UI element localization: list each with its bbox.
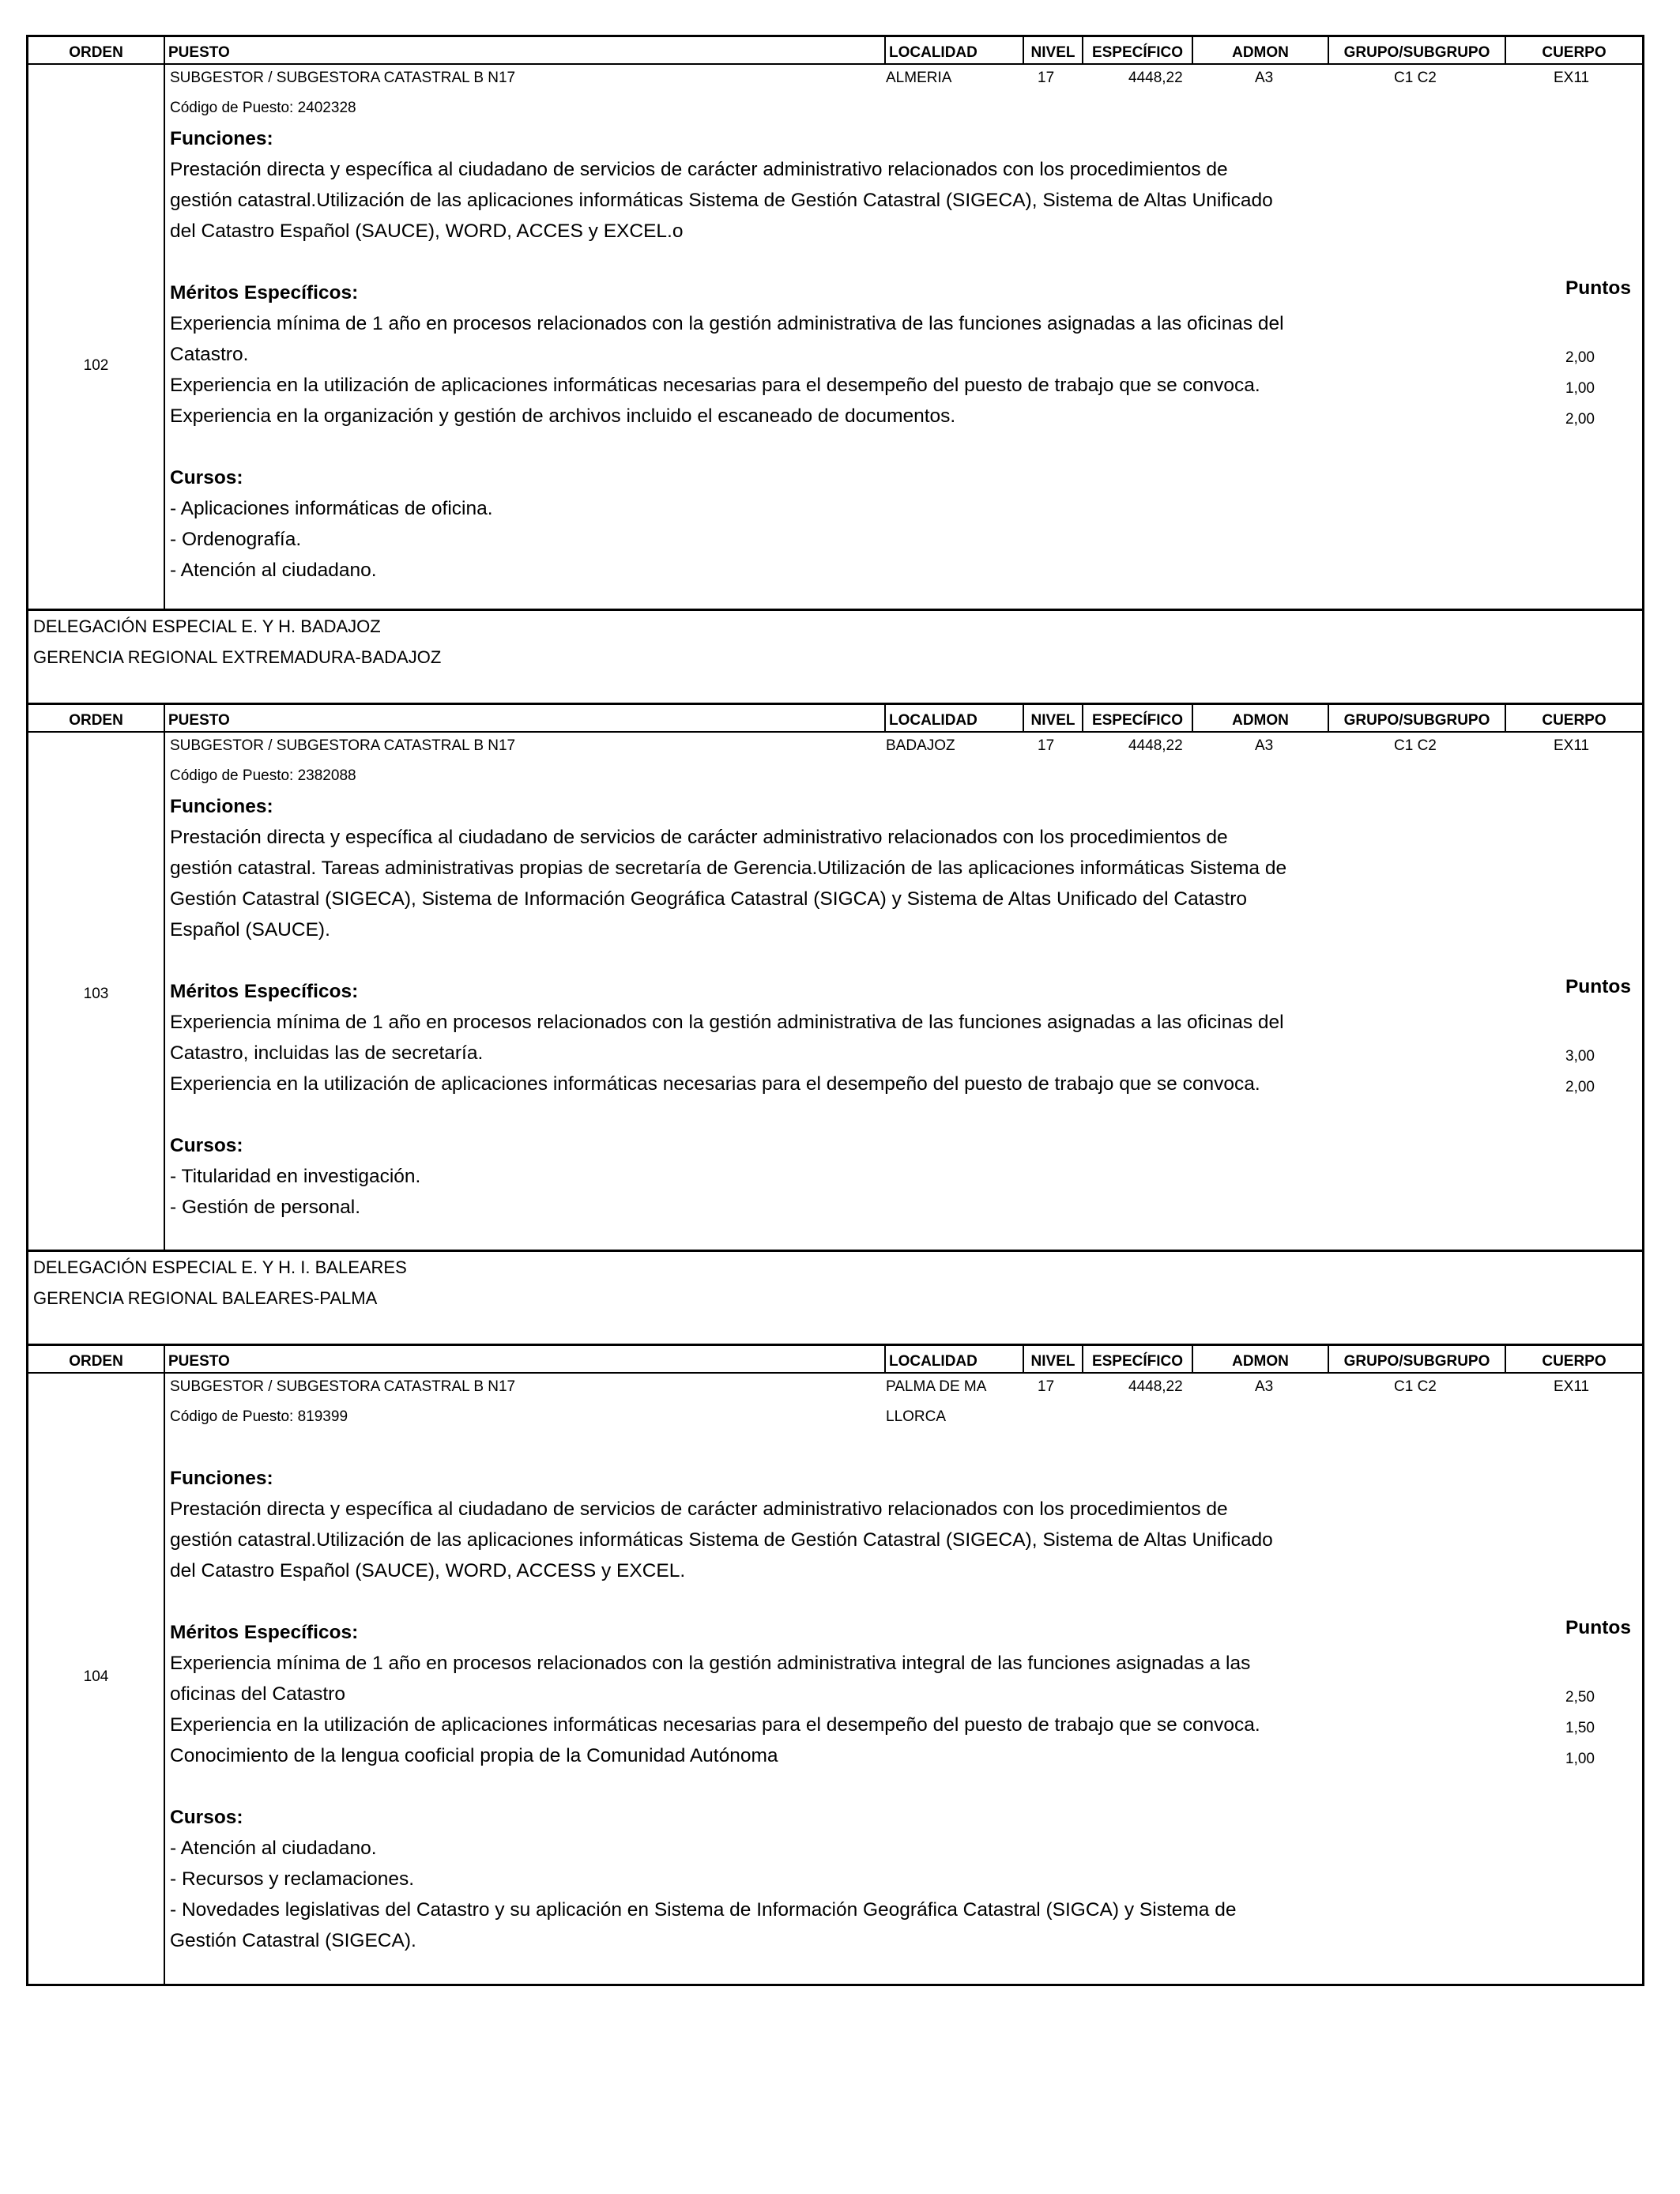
header-localidad: LOCALIDAD: [886, 705, 1024, 731]
merito-line: oficinas del Catastro: [170, 1683, 345, 1705]
header-grupo: GRUPO/SUBGRUPO: [1329, 37, 1506, 63]
puntos-value: 1,50: [1565, 1720, 1595, 1736]
puntos-value: 2,00: [1565, 411, 1595, 428]
grupo: C1 C2: [1394, 1378, 1437, 1395]
puntos-value: 3,00: [1565, 1048, 1595, 1065]
table-header: [26, 35, 1644, 65]
header-especifico: ESPECÍFICO: [1083, 1346, 1193, 1372]
merito-line: Experiencia mínima de 1 año en procesos relacionados con la gestión administrativa de las funciones asignadas a las oficinas del: [170, 1012, 1284, 1033]
especifico: 4448,22: [1128, 737, 1183, 754]
curso-item: - Novedades legislativas del Catastro y su aplicación en Sistema de Información Geográfica Catastral (SIGCA) y Sistema de: [170, 1899, 1237, 1921]
funciones-line: Gestión Catastral (SIGECA), Sistema de Información Geográfica Catastral (SIGCA) y Sistema de Altas Unificado del Catastro: [170, 888, 1248, 910]
localidad: PALMA DE MA: [886, 1378, 987, 1395]
funciones-line: Prestación directa y específica al ciudadano de servicios de carácter administrativo relacionados con los procedimientos de: [170, 1498, 1228, 1520]
orden-number: 104: [83, 1668, 109, 1685]
header-puesto: PUESTO: [165, 705, 886, 731]
cursos-heading: Cursos:: [170, 467, 243, 488]
table-header: [26, 703, 1644, 733]
header-admon: ADMON: [1193, 37, 1329, 63]
header-cuerpo: CUERPO: [1542, 43, 1607, 61]
puesto-title: SUBGESTOR / SUBGESTORA CATASTRAL B N17: [170, 70, 516, 86]
grupo: C1 C2: [1394, 70, 1437, 86]
merito-line: Experiencia en la utilización de aplicaciones informáticas necesarias para el desempeño del puesto de trabajo que se convoca.: [170, 1714, 1260, 1736]
merito-line: Experiencia mínima de 1 año en procesos relacionados con la gestión administrativa integral de las funciones asignadas a las: [170, 1653, 1251, 1674]
header-puesto: PUESTO: [165, 37, 886, 63]
header-grupo: GRUPO/SUBGRUPO: [1329, 1346, 1506, 1372]
document-page: [26, 35, 1644, 1986]
funciones-heading: Funciones:: [170, 796, 273, 817]
header-orden: ORDEN: [28, 37, 165, 63]
puntos-value: 2,50: [1565, 1689, 1595, 1706]
header-nivel: NIVEL: [1024, 705, 1083, 731]
funciones-heading: Funciones:: [170, 128, 273, 149]
codigo-puesto: Código de Puesto: 2382088: [170, 767, 356, 784]
admon: A3: [1255, 1378, 1274, 1395]
cuerpo: EX11: [1554, 737, 1590, 754]
header-admon: ADMON: [1193, 1346, 1329, 1372]
funciones-line: gestión catastral.Utilización de las aplicaciones informáticas Sistema de Gestión Catastral (SIGECA), Sistema de Altas Unificado: [170, 190, 1273, 211]
delegacion-label: DELEGACIÓN ESPECIAL E. Y H. BADAJOZ: [33, 616, 381, 636]
entry-content: [170, 123, 1379, 586]
nivel: 17: [1038, 1378, 1055, 1395]
merito-line: Experiencia mínima de 1 año en procesos relacionados con la gestión administrativa de las funciones asignadas a las oficinas del: [170, 313, 1284, 334]
merito-line: Catastro, incluidas las de secretaría.: [170, 1042, 484, 1064]
section-heading: [26, 611, 1644, 703]
grupo: C1 C2: [1394, 737, 1437, 754]
curso-item: Gestión Catastral (SIGECA).: [170, 1930, 416, 1951]
codigo-puesto: Código de Puesto: 819399: [170, 1408, 348, 1425]
meritos-heading: Méritos Específicos:: [170, 981, 359, 1002]
nivel: 17: [1038, 70, 1055, 86]
localidad: BADAJOZ: [886, 737, 955, 754]
curso-item: - Ordenografía.: [170, 529, 302, 550]
curso-item: - Titularidad en investigación.: [170, 1166, 421, 1187]
merito-line: Experiencia en la utilización de aplicaciones informáticas necesarias para el desempeño del puesto de trabajo que se convoca.: [170, 1073, 1260, 1095]
entry-content: [170, 1463, 1379, 1956]
puntos-value: 2,00: [1565, 1079, 1595, 1095]
merito-line: Experiencia en la utilización de aplicaciones informáticas necesarias para el desempeño del puesto de trabajo que se convoca.: [170, 375, 1260, 396]
merito-line: Experiencia en la organización y gestión de archivos incluido el escaneado de documentos.: [170, 405, 956, 427]
curso-item: - Atención al ciudadano.: [170, 560, 377, 581]
admon: A3: [1255, 737, 1274, 754]
puesto-title: SUBGESTOR / SUBGESTORA CATASTRAL B N17: [170, 1378, 516, 1395]
entry-102: [26, 65, 1644, 611]
funciones-line: gestión catastral. Tareas administrativas propias de secretaría de Gerencia.Utilización de las aplicaciones informáticas Sistema de: [170, 858, 1287, 879]
header-grupo: GRUPO/SUBGRUPO: [1329, 705, 1506, 731]
puntos-value: 1,00: [1565, 1751, 1595, 1767]
header-nivel: NIVEL: [1024, 1346, 1083, 1372]
gerencia-label: GERENCIA REGIONAL BALEARES-PALMA: [33, 1288, 378, 1308]
header-admon: ADMON: [1193, 705, 1329, 731]
puntos-value: 1,00: [1565, 380, 1595, 397]
curso-item: - Atención al ciudadano.: [170, 1838, 377, 1859]
nivel: 17: [1038, 737, 1055, 754]
header-nivel: NIVEL: [1024, 37, 1083, 63]
entry-104: [26, 1374, 1644, 1986]
funciones-line: gestión catastral.Utilización de las aplicaciones informáticas Sistema de Gestión Catastral (SIGECA), Sistema de Altas Unificado: [170, 1529, 1273, 1551]
entry-content: [170, 791, 1379, 1223]
funciones-line: Prestación directa y específica al ciudadano de servicios de carácter administrativo relacionados con los procedimientos de: [170, 159, 1228, 180]
cuerpo: EX11: [1554, 1378, 1590, 1395]
header-localidad: LOCALIDAD: [886, 1346, 1024, 1372]
header-cuerpo: CUERPO: [1542, 1352, 1607, 1370]
funciones-heading: Funciones:: [170, 1468, 273, 1489]
section-heading: [26, 1252, 1644, 1344]
header-cuerpo: CUERPO: [1542, 711, 1607, 729]
header-orden: ORDEN: [28, 705, 165, 731]
curso-item: - Gestión de personal.: [170, 1197, 361, 1218]
puntos-value: 2,00: [1565, 349, 1595, 366]
puntos-heading: Puntos: [1565, 1617, 1631, 1638]
meritos-heading: Méritos Específicos:: [170, 282, 359, 303]
funciones-line: Prestación directa y específica al ciudadano de servicios de carácter administrativo relacionados con los procedimientos de: [170, 827, 1228, 848]
header-puesto: PUESTO: [165, 1346, 886, 1372]
delegacion-label: DELEGACIÓN ESPECIAL E. Y H. I. BALEARES: [33, 1257, 407, 1277]
localidad-continuation: LLORCA: [886, 1408, 947, 1425]
gerencia-label: GERENCIA REGIONAL EXTREMADURA-BADAJOZ: [33, 647, 442, 667]
admon: A3: [1255, 70, 1274, 86]
puntos-heading: Puntos: [1565, 277, 1631, 299]
curso-item: - Aplicaciones informáticas de oficina.: [170, 498, 493, 519]
funciones-line: del Catastro Español (SAUCE), WORD, ACCESS y EXCEL.: [170, 1560, 686, 1581]
merito-line: Conocimiento de la lengua cooficial propia de la Comunidad Autónoma: [170, 1745, 778, 1766]
header-especifico: ESPECÍFICO: [1083, 705, 1193, 731]
header-orden: ORDEN: [28, 1346, 165, 1372]
cursos-heading: Cursos:: [170, 1135, 243, 1156]
table-header: [26, 1344, 1644, 1374]
cuerpo: EX11: [1554, 70, 1590, 86]
puntos-heading: Puntos: [1565, 976, 1631, 997]
entry-103: [26, 733, 1644, 1252]
especifico: 4448,22: [1128, 70, 1183, 86]
orden-number: 103: [83, 986, 109, 1002]
especifico: 4448,22: [1128, 1378, 1183, 1395]
codigo-puesto: Código de Puesto: 2402328: [170, 100, 356, 116]
header-localidad: LOCALIDAD: [886, 37, 1024, 63]
curso-item: - Recursos y reclamaciones.: [170, 1868, 415, 1890]
puesto-title: SUBGESTOR / SUBGESTORA CATASTRAL B N17: [170, 737, 516, 754]
cursos-heading: Cursos:: [170, 1807, 243, 1828]
header-especifico: ESPECÍFICO: [1083, 37, 1193, 63]
localidad: ALMERIA: [886, 70, 952, 86]
merito-line: Catastro.: [170, 344, 249, 365]
funciones-line: del Catastro Español (SAUCE), WORD, ACCES y EXCEL.o: [170, 221, 684, 242]
funciones-line: Español (SAUCE).: [170, 919, 330, 941]
orden-number: 102: [83, 357, 109, 374]
meritos-heading: Méritos Específicos:: [170, 1622, 359, 1643]
